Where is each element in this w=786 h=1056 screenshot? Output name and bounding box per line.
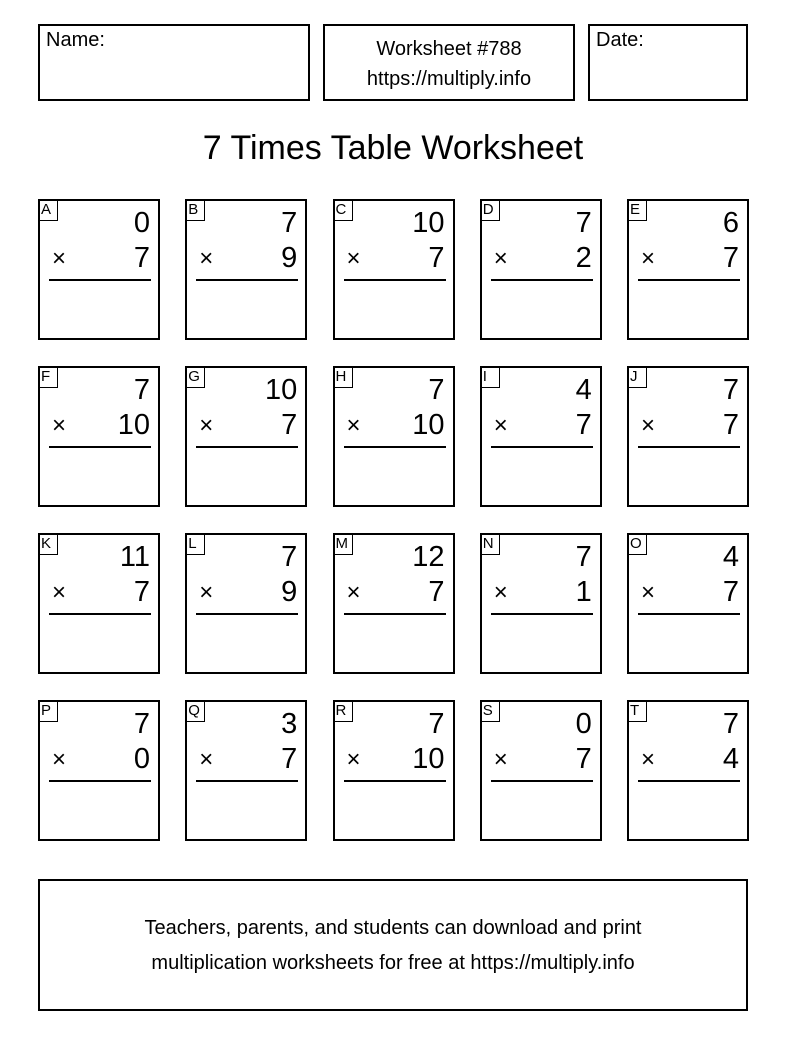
answer-line — [491, 446, 593, 448]
multiplicand: 3 — [281, 708, 298, 740]
multiplicand: 7 — [133, 708, 150, 740]
multiplicand: 7 — [428, 374, 445, 406]
problem-letter: R — [333, 700, 353, 722]
times-sign: × — [641, 746, 656, 773]
answer-line — [638, 613, 740, 615]
answer-line — [196, 279, 298, 281]
multiplicand: 6 — [722, 207, 739, 239]
footer-line-1: Teachers, parents, and students can download and print — [144, 917, 642, 939]
multiplicand: 0 — [133, 207, 150, 239]
multiplier: 10 — [117, 409, 150, 441]
problem-letter: B — [185, 199, 205, 221]
answer-line — [49, 279, 151, 281]
problem-letter: H — [333, 366, 353, 388]
times-sign: × — [641, 579, 656, 606]
multiplier: 10 — [412, 409, 445, 441]
answer-line — [344, 780, 446, 782]
answer-line — [344, 613, 446, 615]
footer-note — [38, 879, 748, 1011]
problem-card — [627, 700, 749, 841]
worksheet-number: Worksheet #788 — [376, 38, 522, 60]
times-sign: × — [493, 746, 508, 773]
problem-card — [333, 533, 455, 674]
times-sign: × — [52, 579, 67, 606]
problem-card — [480, 199, 602, 340]
problem-letter: O — [627, 533, 647, 555]
times-sign: × — [493, 412, 508, 439]
multiplier: 0 — [133, 743, 150, 775]
times-sign: × — [199, 412, 214, 439]
problem-card — [627, 199, 749, 340]
multiplier: 7 — [428, 242, 445, 274]
problem-card — [627, 533, 749, 674]
name-label: Name: — [46, 29, 105, 51]
multiplicand: 7 — [722, 374, 739, 406]
problem-card — [38, 533, 160, 674]
problem-letter: M — [333, 533, 353, 555]
problem-letter: J — [627, 366, 647, 388]
multiplicand: 12 — [412, 541, 445, 573]
problem-card — [38, 199, 160, 340]
multiplier: 1 — [575, 576, 592, 608]
multiplier: 2 — [575, 242, 592, 274]
date-field — [588, 24, 748, 101]
times-sign: × — [641, 412, 656, 439]
answer-line — [491, 613, 593, 615]
multiplier: 9 — [281, 576, 298, 608]
times-sign: × — [346, 412, 361, 439]
problem-card — [185, 533, 307, 674]
multiplier: 7 — [575, 409, 592, 441]
problem-letter: G — [185, 366, 205, 388]
problem-letter: L — [185, 533, 205, 555]
times-sign: × — [346, 746, 361, 773]
times-sign: × — [52, 245, 67, 272]
problem-letter: T — [627, 700, 647, 722]
answer-line — [638, 780, 740, 782]
multiplicand: 10 — [264, 374, 298, 406]
multiplier: 7 — [575, 743, 592, 775]
multiplier: 7 — [722, 409, 739, 441]
problem-card — [480, 700, 602, 841]
times-sign: × — [346, 245, 361, 272]
multiplier: 7 — [133, 242, 150, 274]
problem-card — [38, 700, 160, 841]
problem-card — [185, 366, 307, 507]
answer-line — [49, 446, 151, 448]
multiplicand: 11 — [119, 541, 150, 573]
times-sign: × — [199, 746, 214, 773]
problem-card — [38, 366, 160, 507]
multiplier: 7 — [428, 576, 445, 608]
problem-card — [480, 533, 602, 674]
problem-letter: P — [38, 700, 58, 722]
problem-card — [627, 366, 749, 507]
answer-line — [344, 279, 446, 281]
problem-letter: S — [480, 700, 500, 722]
problem-card — [185, 700, 307, 841]
multiplicand: 7 — [281, 541, 298, 573]
worksheet-info-box — [323, 24, 575, 101]
multiplicand: 0 — [575, 708, 592, 740]
multiplier: 9 — [281, 242, 298, 274]
multiplicand: 4 — [722, 541, 739, 573]
times-sign: × — [52, 412, 67, 439]
problem-letter: K — [38, 533, 58, 555]
answer-line — [49, 613, 151, 615]
answer-line — [196, 446, 298, 448]
multiplier: 4 — [722, 743, 739, 775]
problem-letter: Q — [185, 700, 205, 722]
footer-line-2: multiplication worksheets for free at https://multiply.info — [151, 952, 635, 974]
multiplicand: 7 — [428, 708, 445, 740]
multiplicand: 4 — [575, 374, 592, 406]
multiplier: 7 — [281, 743, 298, 775]
multiplier: 7 — [281, 409, 298, 441]
multiplier: 10 — [412, 743, 445, 775]
times-sign: × — [199, 579, 214, 606]
problem-card — [333, 366, 455, 507]
name-field — [38, 24, 310, 101]
multiplier: 7 — [722, 242, 739, 274]
multiplicand: 7 — [133, 374, 150, 406]
problem-letter: C — [333, 199, 353, 221]
multiplicand: 7 — [281, 207, 298, 239]
answer-line — [491, 780, 593, 782]
answer-line — [638, 446, 740, 448]
problem-card — [333, 700, 455, 841]
answer-line — [49, 780, 151, 782]
times-sign: × — [493, 245, 508, 272]
problem-letter: D — [480, 199, 500, 221]
date-label: Date: — [596, 29, 644, 51]
multiplier: 7 — [133, 576, 150, 608]
answer-line — [344, 446, 446, 448]
problem-card — [480, 366, 602, 507]
multiplier: 7 — [722, 576, 739, 608]
answer-line — [196, 780, 298, 782]
problem-card — [185, 199, 307, 340]
answer-line — [196, 613, 298, 615]
problem-letter: N — [480, 533, 500, 555]
problem-card — [333, 199, 455, 340]
times-sign: × — [641, 245, 656, 272]
multiplicand: 10 — [412, 207, 445, 239]
problem-letter: E — [627, 199, 647, 221]
worksheet-url: https://multiply.info — [366, 68, 532, 90]
answer-line — [491, 279, 593, 281]
multiplicand: 7 — [575, 541, 592, 573]
multiplicand: 7 — [722, 708, 739, 740]
problem-letter: A — [38, 199, 58, 221]
multiplicand: 7 — [575, 207, 592, 239]
times-sign: × — [199, 245, 214, 272]
times-sign: × — [493, 579, 508, 606]
answer-line — [638, 279, 740, 281]
times-sign: × — [52, 746, 67, 773]
times-sign: × — [346, 579, 361, 606]
page-title: 7 Times Table Worksheet — [202, 129, 584, 167]
problem-letter: F — [38, 366, 58, 388]
problem-letter: I — [480, 366, 500, 388]
